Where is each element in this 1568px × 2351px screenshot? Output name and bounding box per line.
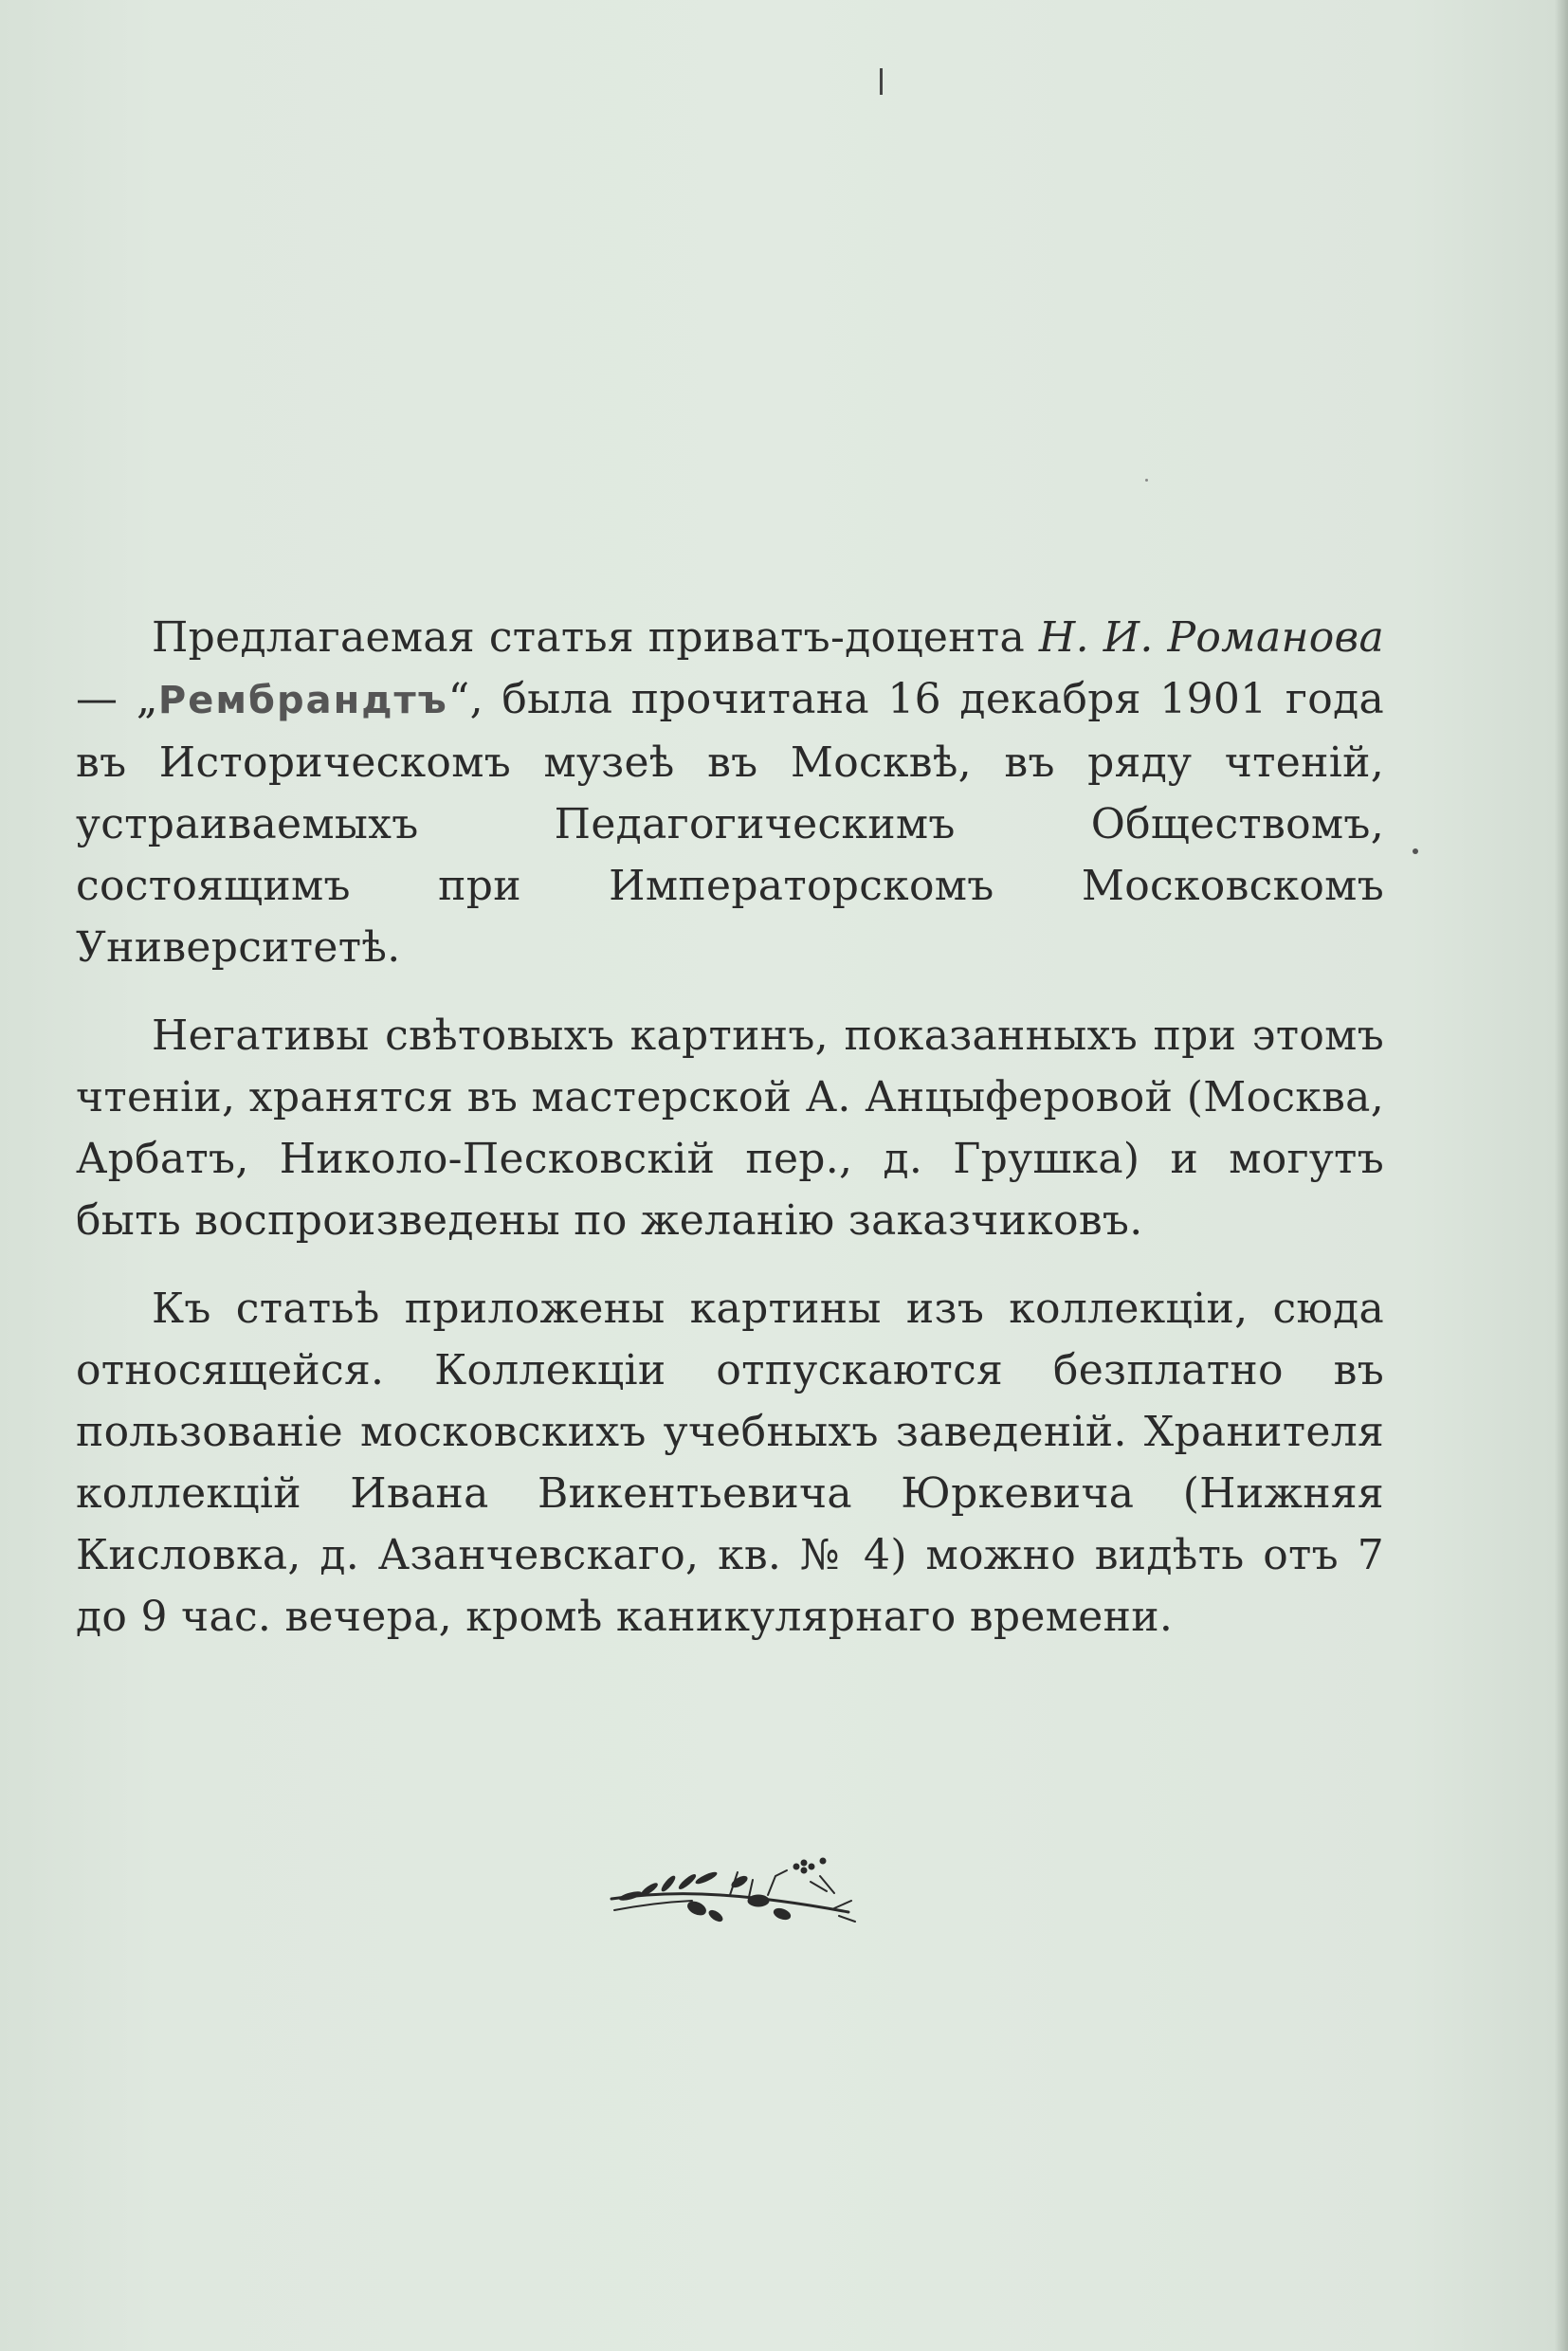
print-mark (880, 68, 883, 95)
paragraph-negatives: Негативы свѣтовыхъ картинъ, показанныхъ при этомъ чтеніи, хранятся въ мастерской А. Анцыферовой (Москва, Арбатъ, Николо-Песковскій пер., д. Грушка) и могутъ быть воспроизведены по желанію заказчиковъ. (76, 1011, 1384, 1245)
intro-rest-text: , была прочитана 16 декабря 1901 года въ Историческомъ музеѣ въ Москвѣ, въ ряду чтеній, устраиваемыхъ Педагогическимъ Обществомъ, состоящимъ при Императорскомъ Московскомъ Университетѣ. (76, 675, 1384, 972)
intro-lead-text: Предлагаемая статья приватъ-доцента (152, 613, 1039, 662)
body-text (76, 607, 1384, 1674)
floral-sprig-icon (607, 1853, 858, 1929)
ink-speck (1145, 479, 1148, 482)
lecture-title: Рембрандтъ (157, 679, 448, 722)
title-close-quote: “ (447, 675, 470, 723)
dash: — (76, 675, 119, 723)
paragraph-intro (76, 607, 1384, 978)
paragraph-collections: Къ статьѣ приложены картины изъ коллекціи, сюда относящейся. Коллекціи отпускаются безплатно въ пользованіе московскихъ учебныхъ заведеній. Хранителя коллекцій Ивана Викентьевича Юркевича (Нижняя Кисловка, д. Азанчевскаго, кв. № 4) можно видѣть отъ 7 до 9 час. вечера, кромѣ каникулярнаго времени. (76, 1285, 1384, 1641)
author-name: Н. И. Романова (1038, 613, 1385, 662)
page-edge-shadow (1555, 0, 1568, 2351)
title-open-quote: „ (136, 675, 158, 723)
ink-speck (1413, 848, 1418, 854)
